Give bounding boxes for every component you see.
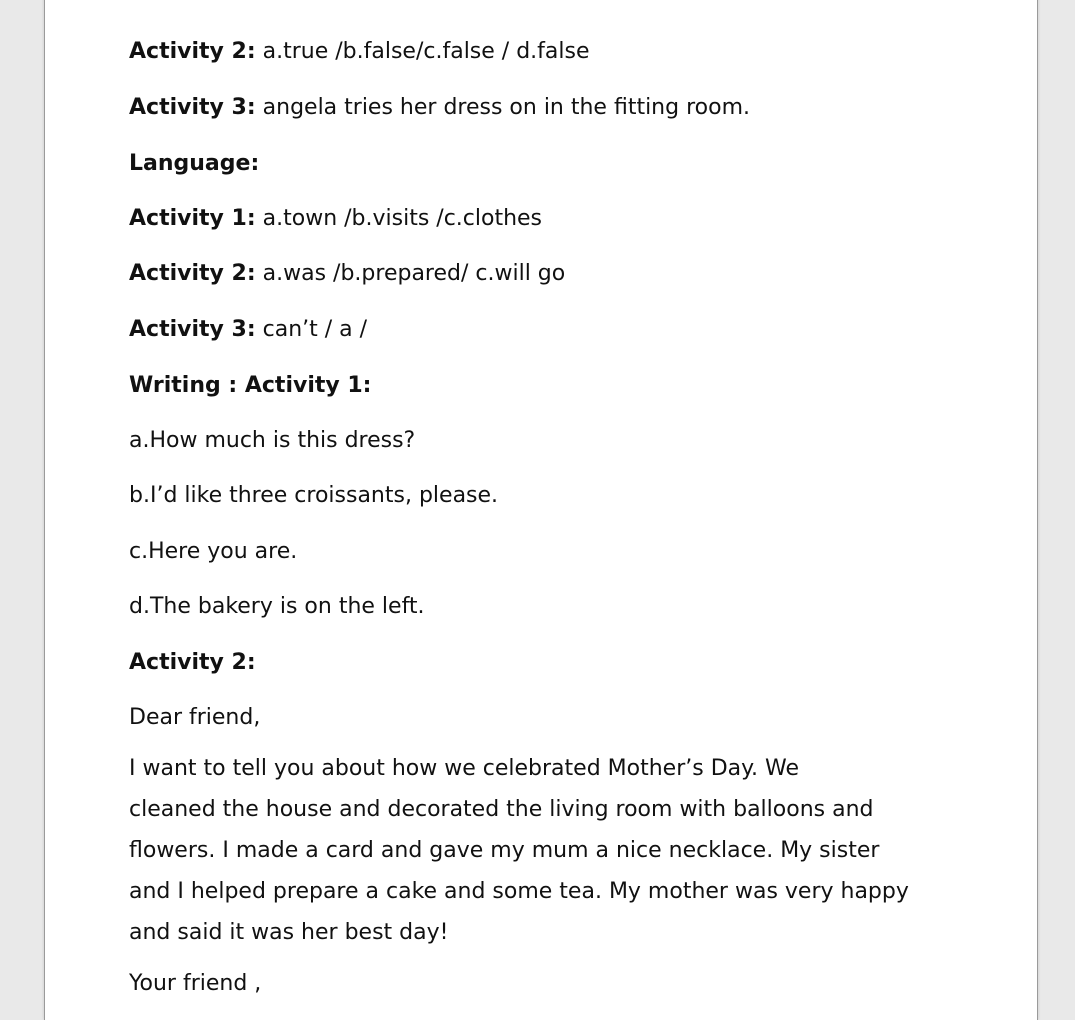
reading-activity-2 <box>129 38 590 66</box>
letter-line: and I helped prepare a cake and some tea. My mother was very happy <box>129 879 909 904</box>
writing-answer-d: d.The bakery is on the left. <box>129 594 425 619</box>
letter-body <box>129 748 989 953</box>
writing-heading: Writing : Activity 1: <box>129 373 372 398</box>
activity-answer: can’t / a / <box>262 317 368 342</box>
activity-label: Activity 2: <box>129 39 256 64</box>
letter-greeting: Dear friend, <box>129 705 261 730</box>
letter-line: flowers. I made a card and gave my mum a nice necklace. My sister <box>129 838 880 863</box>
activity-label: Activity 2: <box>129 261 256 286</box>
writing-answer-a: a.How much is this dress? <box>129 428 416 453</box>
letter-line: and said it was her best day! <box>129 920 449 945</box>
writing-answer-c: c.Here you are. <box>129 539 298 564</box>
letter-closing: Your friend , <box>129 971 262 996</box>
activity-label: Activity 3: <box>129 317 256 342</box>
activity-label: Activity 1: <box>129 206 256 231</box>
activity-answer: a.was /b.prepared/ c.will go <box>262 261 566 286</box>
language-heading: Language: <box>129 151 260 176</box>
reading-activity-3 <box>129 94 750 122</box>
activity-answer: angela tries her dress on in the fitting room. <box>262 95 750 120</box>
writing-activity-2-label: Activity 2: <box>129 650 256 675</box>
language-activity-2 <box>129 260 565 288</box>
letter-line: cleaned the house and decorated the living room with balloons and <box>129 797 874 822</box>
writing-answer-b: b.I’d like three croissants, please. <box>129 483 499 508</box>
letter-line: I want to tell you about how we celebrated Mother’s Day. We <box>129 756 799 781</box>
document-page <box>44 0 1038 1020</box>
language-activity-1 <box>129 205 542 233</box>
activity-label: Activity 3: <box>129 95 256 120</box>
activity-answer: a.town /b.visits /c.clothes <box>262 206 543 231</box>
activity-answer: a.true /b.false/c.false / d.false <box>262 39 590 64</box>
language-activity-3 <box>129 316 367 344</box>
